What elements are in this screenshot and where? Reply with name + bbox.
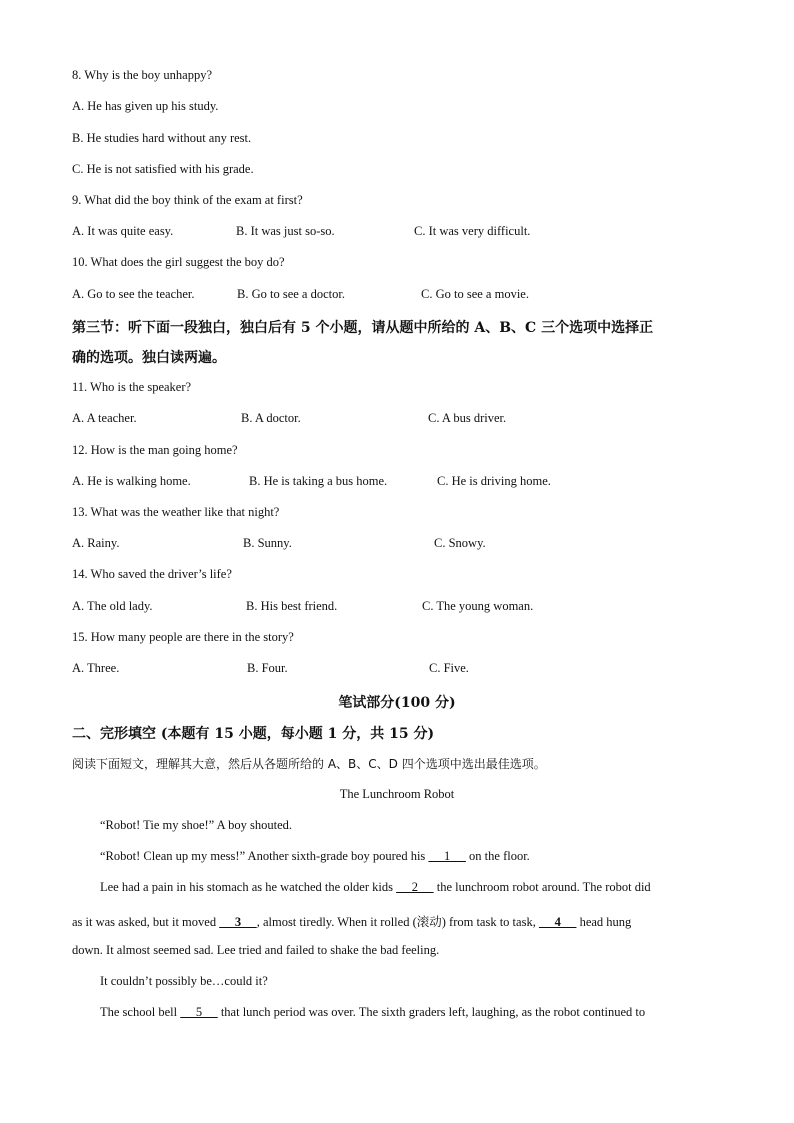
blank-2: 2 [396,880,434,894]
passage-paragraph-1: “Robot! Tie my shoe!” A boy shouted. [100,818,293,832]
q9-option-b: B. It was just so-so. [236,224,335,238]
q14-option-a: A. The old lady. [72,599,153,613]
q9-option-c: C. It was very difficult. [414,224,531,238]
passage-text: on the floor. [465,849,530,863]
q8-option-a: A. He has given up his study. [72,99,219,113]
question-14: 14. Who saved the driver’s life? [72,567,232,581]
passage-text: , almost tiredly. When it rolled (滚动) from task to task, [256,915,539,929]
passage-paragraph-3-line-2 [72,912,631,930]
passage-paragraph-3-line-3: down. It almost seemed sad. Lee tried and failed to shake the bad feeling. [72,943,440,957]
passage-paragraph-2 [100,849,530,864]
passage-text: the lunchroom robot around. The robot did [433,880,651,894]
question-8: 8. Why is the boy unhappy? [72,68,213,82]
q14-option-b: B. His best friend. [246,599,338,613]
blank-5: 5 [180,1005,218,1019]
q15-option-a: A. Three. [72,661,120,675]
passage-text: Lee had a pain in his stomach as he watched the older kids [100,880,397,894]
q13-option-a: A. Rainy. [72,536,120,550]
q13-option-b: B. Sunny. [243,536,292,550]
q12-option-c: C. He is driving home. [437,474,551,488]
q10-option-b: B. Go to see a doctor. [237,287,345,301]
passage-text: that lunch period was over. The sixth graders left, laughing, as the robot continued to [217,1005,646,1019]
q11-option-c: C. A bus driver. [428,411,507,425]
passage-paragraph-3 [100,880,722,895]
passage-paragraph-4: It couldn’t possibly be…could it? [100,974,268,988]
cloze-heading: 二、完形填空 (本题有 15 小题，每小题 1 分，共 15 分) [72,726,435,742]
q10-option-c: C. Go to see a movie. [421,287,529,301]
q8-option-c: C. He is not satisfied with his grade. [72,162,254,176]
blank-3: 3 [219,915,257,929]
passage-title: The Lunchroom Robot [339,787,455,801]
q8-option-b: B. He studies hard without any rest. [72,131,252,145]
question-13: 13. What was the weather like that night? [72,505,280,519]
q11-option-b: B. A doctor. [241,411,301,425]
q11-option-a: A. A teacher. [72,411,137,425]
question-10: 10. What does the girl suggest the boy do? [72,255,285,269]
q14-option-c: C. The young woman. [422,599,534,613]
passage-text: head hung [576,915,632,929]
section-3-heading: 第三节：听下面一段独白，独白后有 5 个小题，请从题中所给的 A、B、C 三个选项中选择正 [72,320,654,336]
question-12: 12. How is the man going home? [72,443,238,457]
written-part-title: 笔试部分(100 分) [338,695,456,711]
passage-text: “Robot! Clean up my mess!” Another sixth-grade boy poured his [100,849,429,863]
blank-1: 1 [428,849,466,863]
passage-text: The school bell [100,1005,181,1019]
question-15: 15. How many people are there in the story? [72,630,294,644]
passage-text: as it was asked, but it moved [72,915,220,929]
q12-option-a: A. He is walking home. [72,474,191,488]
cloze-instruction: 阅读下面短文，理解其大意，然后从各题所给的 A、B、C、D 四个选项中选出最佳选项。 [72,757,546,771]
passage-paragraph-5 [100,1005,645,1020]
q15-option-c: C. Five. [429,661,469,675]
q10-option-a: A. Go to see the teacher. [72,287,195,301]
question-11: 11. Who is the speaker? [72,380,192,394]
blank-4: 4 [538,915,577,929]
section-3-heading-cont: 确的选项。独白读两遍。 [72,350,226,366]
q15-option-b: B. Four. [247,661,288,675]
q9-option-a: A. It was quite easy. [72,224,174,238]
q12-option-b: B. He is taking a bus home. [249,474,388,488]
q13-option-c: C. Snowy. [434,536,486,550]
question-9: 9. What did the boy think of the exam at first? [72,193,303,207]
